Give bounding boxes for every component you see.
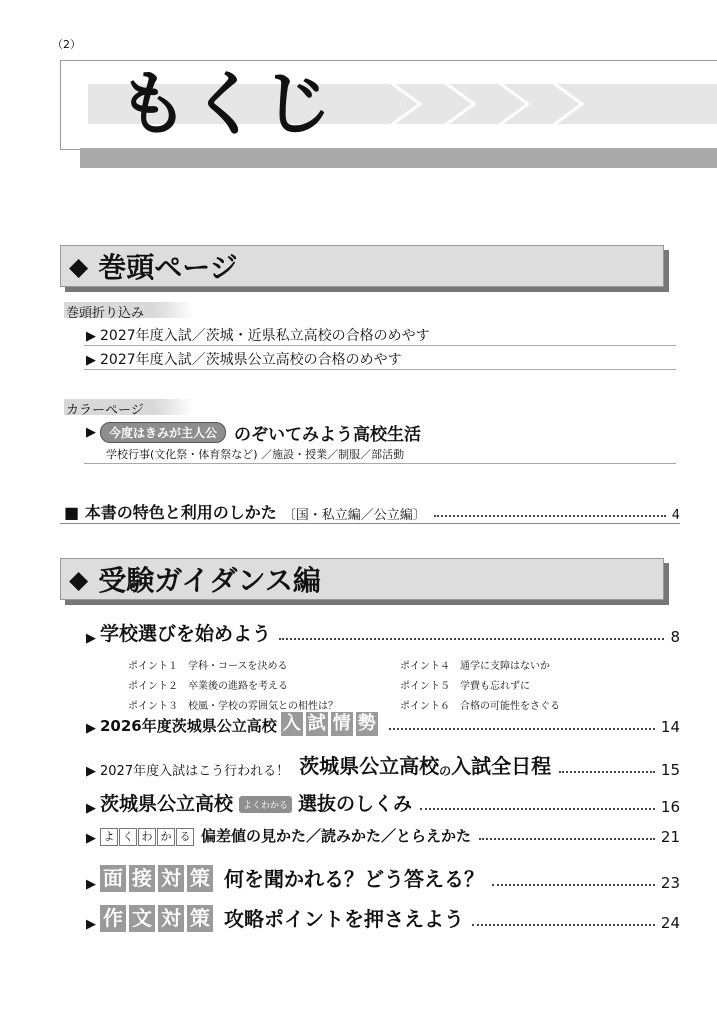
triangle-icon: ▶: [86, 831, 96, 846]
triangle-icon: ▶: [86, 877, 96, 892]
fold-item-2: ▶ 2027年度入試／茨城県公立高校の合格のめやす: [86, 352, 402, 368]
fold-label: 巻頭折り込み: [66, 306, 145, 321]
toc-selection: ▶ 茨城県公立高校 よくわかる 選抜のしくみ 16: [86, 793, 680, 816]
section-header-frontmatter: ◆ 巻頭ページ: [60, 245, 664, 287]
triangle-icon: ▶: [86, 801, 96, 816]
toc-essay: ▶ 作 文 対 策 攻略ポイントを押さえよう 24: [86, 906, 680, 932]
dot-leader: [492, 884, 655, 886]
divider: [60, 523, 680, 524]
dot-leader: [479, 838, 655, 840]
toc-schedule: ▶ 2027年度入試はこう行われる！ 茨城県公立高校 の 入試全日程 15: [86, 754, 680, 779]
fold-item-1: ▶ 2027年度入試／茨城・近県私立高校の合格のめやす: [86, 328, 430, 344]
protagonist-badge: 今度はきみが主人公: [100, 422, 226, 443]
points-right: ポイント４ 通学に支障はないか ポイント５ 学費も忘れずに ポイント６ 合格の可能性をさぐる: [400, 661, 560, 712]
triangle-icon: ▶: [86, 353, 96, 368]
dot-leader: [420, 808, 655, 810]
divider: [84, 369, 676, 370]
diamond-icon: ◆: [69, 564, 89, 594]
color-label: カラーページ: [66, 403, 144, 418]
divider: [84, 345, 676, 346]
dot-leader: [559, 771, 655, 773]
section-header-guidance: ◆ 受験ガイダンス編: [60, 558, 664, 600]
triangle-icon: ▶: [86, 329, 96, 344]
page-number: （2）: [52, 38, 81, 51]
header-shadow: [80, 148, 717, 168]
triangle-icon: ▶: [86, 631, 96, 646]
dot-leader: [434, 515, 666, 517]
triangle-icon: ▶: [86, 425, 96, 440]
color-page-subtitle: 学校行事(文化祭・体育祭など) ／施設・授業／制服／部活動: [106, 448, 405, 461]
triangle-icon: ▶: [86, 917, 96, 932]
points-left: ポイント１ 学科・コースを決める ポイント２ 卒業後の進路を考える ポイント３ 校風・学校の雰囲気との相性は？: [128, 661, 338, 712]
toc-interview: ▶ 面 接 対 策 何を聞かれる？どう答える？ 23: [86, 866, 680, 892]
understand-badge: よくわかる: [239, 796, 292, 813]
feature-row: ■ 本書の特色と利用のしかた 〔国・私立編／公立編〕 4: [64, 503, 680, 523]
color-page-item: ▶ 今度はきみが主人公 のぞいてみよう高校生活: [86, 420, 421, 445]
toc-school-select: ▶ 学校選びを始めよう 8: [86, 623, 680, 646]
dot-leader: [389, 728, 655, 730]
toc-trend: ▶ 2026年度茨城県公立高校 入 試 情 勢 14: [86, 713, 680, 736]
triangle-icon: ▶: [86, 764, 96, 779]
toc-deviation: ▶ よ く わ か る 偏差値の見かた／読みかた／とらえかた 21: [86, 827, 680, 846]
chevron-arrows-icon: [380, 78, 717, 130]
page-title: もくじ: [118, 63, 334, 145]
dot-leader: [472, 924, 655, 926]
dot-leader: [279, 638, 664, 640]
diamond-icon: ◆: [69, 251, 89, 281]
triangle-icon: ▶: [86, 721, 96, 736]
divider: [84, 463, 676, 464]
